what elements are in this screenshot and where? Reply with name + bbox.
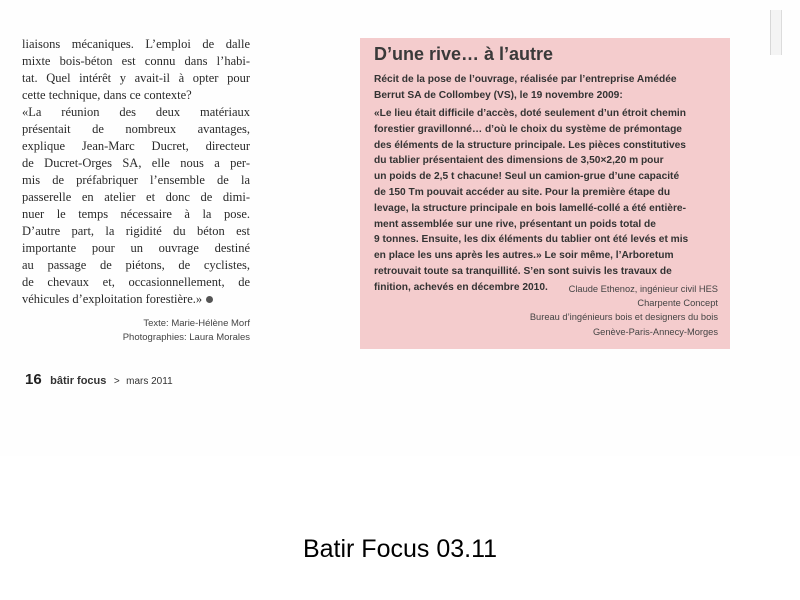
article-line: véhicules d’exploitation forestière.» <box>22 292 203 306</box>
sidebar-lead-line: Berrut SA de Collombey (VS), le 19 novembre 2009: <box>374 89 623 101</box>
page-edge-mark <box>770 10 782 55</box>
sidebar-body <box>374 106 719 296</box>
sidebar-body-line: de 150 Tm pouvait accéder au site. Pour la première étape du <box>374 186 671 198</box>
sidebar-signature <box>530 282 718 339</box>
signature-company: Charpente Concept <box>637 298 718 309</box>
magazine-name: bâtir focus <box>50 375 107 387</box>
article-line: de Ducret-Orges SA, elle nous a per- <box>22 156 250 170</box>
article-line: D’autre part, la rigidité du béton est <box>22 224 250 238</box>
issue-date: mars 2011 <box>126 376 173 387</box>
text-credit: Texte: Marie-Hélène Morf <box>143 318 250 329</box>
sidebar-body-line: 9 tonnes. Ensuite, les dix éléments du tablier ont été levés et mis <box>374 234 689 246</box>
article-line: importante pour un ouvrage destiné <box>22 241 250 255</box>
article-line: mixte bois-béton est connu dans l’habi- <box>22 54 250 68</box>
page-footer <box>25 371 173 389</box>
signature-author: Claude Ethenoz, ingénieur civil HES <box>568 284 718 294</box>
article-credits <box>60 317 250 345</box>
sidebar-body-line: «Le lieu était difficile d’accès, doté seulement d’un étroit chemin <box>374 108 686 119</box>
article-line: tat. Quel intérêt y avait-il à opter pour <box>22 71 250 85</box>
sidebar-box <box>360 38 730 349</box>
sidebar-body-line: en place les uns après les autres.» Le soir même, l’Arboretum <box>374 250 674 262</box>
article-line: passerelle en atelier et donc de dimi- <box>22 190 250 204</box>
sidebar-body-line: retrouvait toute sa tranquillité. S’en sont suivis les travaux de <box>374 265 672 277</box>
article-line: de chevaux et, occasionnellement, de <box>22 275 250 289</box>
sidebar-body-line: levage, la structure principale en bois lamellé-collé a été entière- <box>374 202 686 214</box>
end-of-article-bullet-icon <box>206 296 213 303</box>
footer-separator: > <box>113 376 120 387</box>
article-line: liaisons mécaniques. L’emploi de dalle <box>22 37 250 51</box>
article-line: nuer le temps nécessaire à la pose. <box>22 207 250 221</box>
sidebar-title: D’une rive… à l’autre <box>374 44 554 64</box>
slide-caption: Batir Focus 03.11 <box>302 535 498 563</box>
article-line: mis de préfabriquer l’ensemble de la <box>22 173 250 187</box>
article-line: cette technique, dans ce contexte? <box>22 88 192 102</box>
sidebar-body-line: ment assemblée sur une rive, présentant un poids total de <box>374 218 656 230</box>
photo-credit: Photographies: Laura Morales <box>122 332 250 343</box>
article-line: au passage de piétons, de cyclistes, <box>22 258 250 272</box>
sidebar-body-line: finition, achevés en décembre 2010. <box>374 281 548 293</box>
sidebar-body-line: un poids de 2,5 t chacune! Seul un camion-grue d’une capacité <box>374 171 680 183</box>
article-line: «La réunion des deux matériaux <box>22 105 250 119</box>
article-last-line <box>22 291 250 308</box>
page-number: 16 <box>25 371 42 388</box>
sidebar-body-line: des éléments de la structure principale. Les pièces constitutives <box>374 139 686 151</box>
article-line: explique Jean-Marc Ducret, directeur <box>22 139 250 153</box>
signature-description: Bureau d’ingénieurs bois et designers du bois <box>529 312 718 323</box>
article-column <box>22 36 250 308</box>
sidebar-lead <box>374 72 719 104</box>
sidebar-body-line: forestier gravillonné… d’où le choix du système de prémontage <box>374 123 682 135</box>
sidebar-body-line: du tablier présentaient des dimensions de 3,50×2,20 m pour <box>374 155 664 167</box>
signature-locations: Genève-Paris-Annecy-Morges <box>592 326 718 337</box>
sidebar-lead-line: Récit de la pose de l’ouvrage, réalisée par l’entreprise Amédée <box>374 74 677 85</box>
article-line: présentait de nombreux avantages, <box>22 122 250 136</box>
